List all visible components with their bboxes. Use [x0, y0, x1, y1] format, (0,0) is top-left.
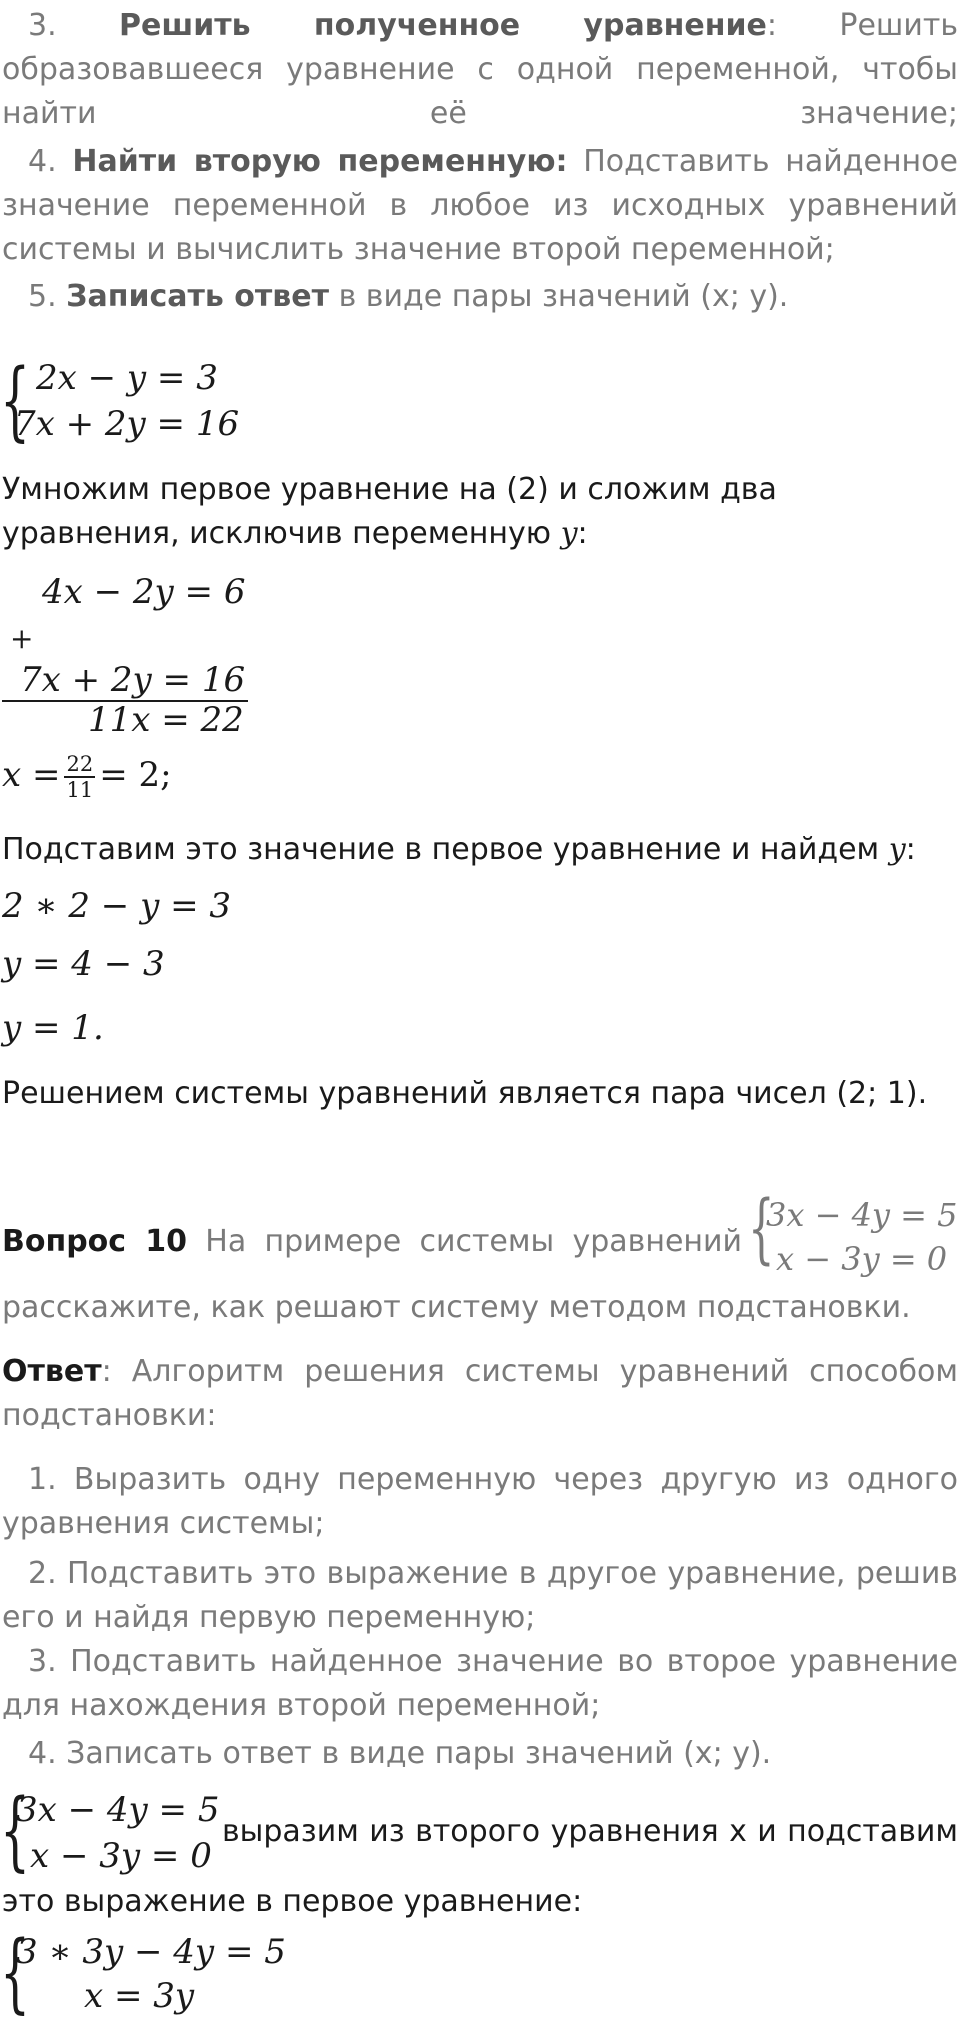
- system-2-eq-2: x − 3y = 0: [30, 1836, 212, 1876]
- answer-label: Ответ: [2, 1354, 102, 1389]
- question-10-eq-2: x − 3y = 0: [776, 1240, 948, 1278]
- step-3: 3. Решить полученное уравнение: Решить образовавшееся уравнение с одной переменной, чтобы найти её значение;: [2, 8, 959, 131]
- answer-intro: Ответ: Алгоритм решения системы уравнений способом подстановки:: [2, 1354, 958, 1433]
- fraction: $\frac{22}{11}$: [66, 752, 94, 802]
- system-3-eq-1: 3 ∗ 3y − 4y = 5: [16, 1932, 286, 1972]
- brace-icon: {: [0, 1923, 31, 2023]
- system-3-eq-2: x = 3y: [84, 1976, 195, 2016]
- addition-line-1: 4x − 2y = 6: [42, 572, 246, 612]
- algorithm-step-2: 2. Подставить это выражение в другое уравнение, решив его и найдя первую переменную;: [2, 1556, 958, 1635]
- algorithm-step-4: 4. Записать ответ в виде пары значений (x; y).: [28, 1736, 772, 1771]
- algorithm-step-1: 1. Выразить одну переменную через другую из одного уравнения системы;: [2, 1462, 958, 1541]
- brace-icon: {: [748, 1183, 775, 1272]
- step-5: 5. Записать ответ в виде пары значений (x; y).: [28, 279, 789, 314]
- solution-statement: Решением системы уравнений является пара чисел (2; 1).: [2, 1076, 928, 1111]
- step-4-title: Найти вторую переменную:: [72, 144, 568, 179]
- system-1-eq-1: 2x − y = 3: [36, 358, 218, 398]
- multiply-explanation: Умножим первое уравнение на (2) и сложим два уравнения, исключив переменную y:: [2, 472, 777, 551]
- brace-icon: {: [0, 351, 31, 451]
- y-step-2: y = 4 − 3: [2, 944, 165, 984]
- step-5-title: Записать ответ: [66, 279, 330, 314]
- plus-sign: +: [10, 622, 34, 655]
- question-10: Вопрос 10 На примере системы уравнений: [2, 1224, 743, 1259]
- question-10-eq-1: 3x − 4y = 5: [766, 1196, 958, 1234]
- substitute-explanation: Подставим это значение в первое уравнение и найдем y:: [2, 832, 916, 867]
- question-10-continued: расскажите, как решают систему методом подстановки.: [2, 1290, 911, 1325]
- brace-icon: {: [0, 1781, 31, 1881]
- express-explanation-continued: это выражение в первое уравнение:: [2, 1884, 583, 1919]
- y-step-3: y = 1.: [2, 1008, 104, 1048]
- algorithm-step-3: 3. Подставить найденное значение во второе уравнение для нахождения второй переменной;: [2, 1644, 958, 1723]
- addition-result: 11x = 22: [88, 700, 244, 740]
- step-3-title: Решить полученное уравнение: [119, 8, 767, 43]
- system-1-eq-2: 7x + 2y = 16: [14, 404, 240, 444]
- y-step-1: 2 ∗ 2 − y = 3: [2, 886, 232, 926]
- step-4: 4. Найти вторую переменную: Подставить найденное значение переменной в любое из исходных уравнений системы и вычислить значение второй переменной;: [2, 144, 958, 267]
- x-solution: x = $\frac{22}{11}$ = 2;: [2, 752, 172, 802]
- addition-line-2: 7x + 2y = 16: [20, 660, 246, 700]
- express-explanation: выразим из второго уравнения x и подставим: [222, 1814, 958, 1849]
- system-2-eq-1: 3x − 4y = 5: [16, 1790, 220, 1830]
- question-10-label: Вопрос 10: [2, 1224, 187, 1259]
